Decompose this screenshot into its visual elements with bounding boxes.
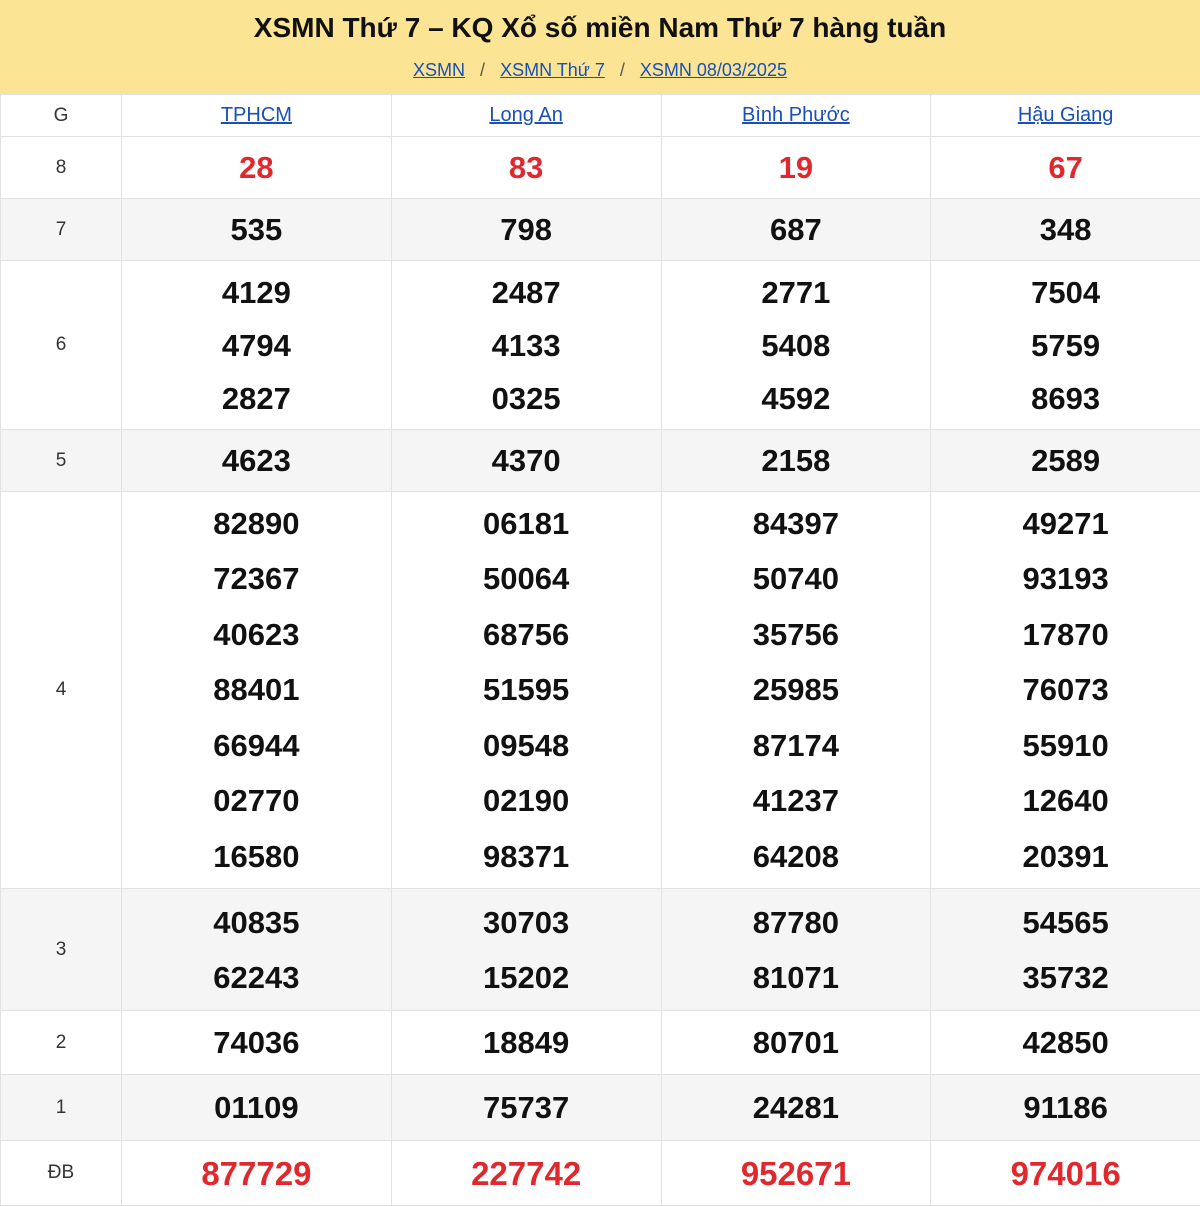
results-body xyxy=(1,137,1200,1206)
result-cell xyxy=(661,1011,931,1075)
result-number: 798 xyxy=(392,203,661,256)
result-number: 75737 xyxy=(392,1081,661,1134)
result-cell xyxy=(122,1141,392,1206)
breadcrumb-separator: / xyxy=(480,60,485,80)
result-number: 40623 xyxy=(122,607,391,663)
result-cell xyxy=(931,430,1200,492)
result-number: 8693 xyxy=(931,372,1200,425)
result-number: 02770 xyxy=(122,773,391,829)
result-number: 2827 xyxy=(122,372,391,425)
result-number: 87780 xyxy=(662,895,931,950)
prize-label: 5 xyxy=(1,430,122,492)
result-number: 84397 xyxy=(662,496,931,552)
result-number: 81071 xyxy=(662,950,931,1005)
result-number: 55910 xyxy=(931,718,1200,774)
result-number: 42850 xyxy=(931,1016,1200,1069)
result-number: 19 xyxy=(662,141,931,194)
prize-row-4 xyxy=(1,492,1200,889)
province-link-tphcm[interactable]: TPHCM xyxy=(221,104,292,126)
result-cell xyxy=(931,199,1200,261)
breadcrumb-date-link[interactable]: XSMN 08/03/2025 xyxy=(640,60,787,80)
prize-row-1 xyxy=(1,1075,1200,1141)
result-number: 68756 xyxy=(392,607,661,663)
result-cell xyxy=(122,492,392,889)
province-header-tphcm xyxy=(122,95,392,137)
result-number: 5408 xyxy=(662,319,931,372)
result-number: 2589 xyxy=(931,434,1200,487)
prize-label: 7 xyxy=(1,199,122,261)
result-cell xyxy=(661,889,931,1011)
result-number: 50064 xyxy=(392,551,661,607)
result-number: 67 xyxy=(931,141,1200,194)
province-header-hau-giang xyxy=(931,95,1200,137)
prize-column-header: G xyxy=(1,95,122,137)
province-header-long-an xyxy=(391,95,661,137)
result-number: 15202 xyxy=(392,950,661,1005)
result-number: 24281 xyxy=(662,1081,931,1134)
prize-row-2 xyxy=(1,1011,1200,1075)
breadcrumb-xsmn-link[interactable]: XSMN xyxy=(413,60,465,80)
result-cell xyxy=(931,261,1200,430)
result-number: 51595 xyxy=(392,662,661,718)
result-cell xyxy=(122,261,392,430)
result-number: 54565 xyxy=(931,895,1200,950)
province-link-hau-giang[interactable]: Hậu Giang xyxy=(1018,104,1114,126)
result-cell xyxy=(391,261,661,430)
result-cell xyxy=(391,1011,661,1075)
result-cell xyxy=(391,430,661,492)
result-number: 4370 xyxy=(392,434,661,487)
prize-row-6 xyxy=(1,261,1200,430)
result-number: 348 xyxy=(931,203,1200,256)
result-number: 5759 xyxy=(931,319,1200,372)
result-cell xyxy=(391,492,661,889)
result-number: 4794 xyxy=(122,319,391,372)
result-number: 12640 xyxy=(931,773,1200,829)
result-number: 82890 xyxy=(122,496,391,552)
result-cell xyxy=(931,1141,1200,1206)
breadcrumb xyxy=(0,60,1200,81)
result-number: 4133 xyxy=(392,319,661,372)
result-number: 72367 xyxy=(122,551,391,607)
result-number: 98371 xyxy=(392,829,661,885)
result-cell xyxy=(931,1075,1200,1141)
result-number: 83 xyxy=(392,141,661,194)
result-number: 2158 xyxy=(662,434,931,487)
result-number: 30703 xyxy=(392,895,661,950)
result-number: 687 xyxy=(662,203,931,256)
result-number: 535 xyxy=(122,203,391,256)
result-cell xyxy=(661,137,931,199)
result-cell xyxy=(122,1075,392,1141)
result-number: 877729 xyxy=(122,1147,391,1200)
result-number: 227742 xyxy=(392,1147,661,1200)
province-header-binh-phuoc xyxy=(661,95,931,137)
result-cell xyxy=(391,199,661,261)
result-number: 4623 xyxy=(122,434,391,487)
province-link-binh-phuoc[interactable]: Bình Phước xyxy=(742,104,850,126)
prize-label: 8 xyxy=(1,137,122,199)
result-cell xyxy=(391,1075,661,1141)
result-cell xyxy=(931,137,1200,199)
result-number: 02190 xyxy=(392,773,661,829)
prize-label: 2 xyxy=(1,1011,122,1075)
result-number: 88401 xyxy=(122,662,391,718)
result-number: 09548 xyxy=(392,718,661,774)
prize-row-7 xyxy=(1,199,1200,261)
page-title: XSMN Thứ 7 – KQ Xổ số miền Nam Thứ 7 hàng tuần xyxy=(0,12,1200,44)
result-number: 41237 xyxy=(662,773,931,829)
prize-label: 3 xyxy=(1,889,122,1011)
result-cell xyxy=(391,137,661,199)
result-cell xyxy=(391,889,661,1011)
result-number: 49271 xyxy=(931,496,1200,552)
result-number: 16580 xyxy=(122,829,391,885)
result-number: 91186 xyxy=(931,1081,1200,1134)
result-number: 28 xyxy=(122,141,391,194)
prize-row-8 xyxy=(1,137,1200,199)
result-number: 35732 xyxy=(931,950,1200,1005)
result-number: 18849 xyxy=(392,1016,661,1069)
page-header xyxy=(0,0,1200,94)
result-cell xyxy=(391,1141,661,1206)
result-number: 74036 xyxy=(122,1016,391,1069)
result-number: 25985 xyxy=(662,662,931,718)
result-number: 93193 xyxy=(931,551,1200,607)
prize-row-3 xyxy=(1,889,1200,1011)
result-number: 40835 xyxy=(122,895,391,950)
prize-row-db xyxy=(1,1141,1200,1206)
result-number: 4129 xyxy=(122,266,391,319)
result-number: 80701 xyxy=(662,1016,931,1069)
result-number: 7504 xyxy=(931,266,1200,319)
table-header-row xyxy=(1,95,1200,137)
result-number: 952671 xyxy=(662,1147,931,1200)
result-number: 64208 xyxy=(662,829,931,885)
result-number: 2487 xyxy=(392,266,661,319)
breadcrumb-xsmn-thu7-link[interactable]: XSMN Thứ 7 xyxy=(500,60,605,80)
breadcrumb-separator: / xyxy=(620,60,625,80)
result-number: 17870 xyxy=(931,607,1200,663)
result-number: 66944 xyxy=(122,718,391,774)
result-cell xyxy=(931,1011,1200,1075)
result-number: 50740 xyxy=(662,551,931,607)
result-number: 06181 xyxy=(392,496,661,552)
result-cell xyxy=(661,492,931,889)
result-number: 76073 xyxy=(931,662,1200,718)
result-cell xyxy=(931,889,1200,1011)
result-number: 62243 xyxy=(122,950,391,1005)
prize-label: ĐB xyxy=(1,1141,122,1206)
result-cell xyxy=(661,1141,931,1206)
result-cell xyxy=(931,492,1200,889)
prize-label: 4 xyxy=(1,492,122,889)
result-number: 2771 xyxy=(662,266,931,319)
prize-label: 6 xyxy=(1,261,122,430)
province-link-long-an[interactable]: Long An xyxy=(489,104,562,126)
prize-label: 1 xyxy=(1,1075,122,1141)
result-cell xyxy=(122,199,392,261)
prize-row-5 xyxy=(1,430,1200,492)
result-cell xyxy=(122,1011,392,1075)
result-number: 35756 xyxy=(662,607,931,663)
result-number: 974016 xyxy=(931,1147,1200,1200)
result-number: 01109 xyxy=(122,1081,391,1134)
result-cell xyxy=(122,137,392,199)
results-table xyxy=(0,94,1200,1206)
result-cell xyxy=(661,430,931,492)
result-number: 20391 xyxy=(931,829,1200,885)
result-number: 87174 xyxy=(662,718,931,774)
result-cell xyxy=(122,430,392,492)
result-cell xyxy=(661,261,931,430)
result-number: 4592 xyxy=(662,372,931,425)
result-cell xyxy=(122,889,392,1011)
result-number: 0325 xyxy=(392,372,661,425)
result-cell xyxy=(661,1075,931,1141)
result-cell xyxy=(661,199,931,261)
